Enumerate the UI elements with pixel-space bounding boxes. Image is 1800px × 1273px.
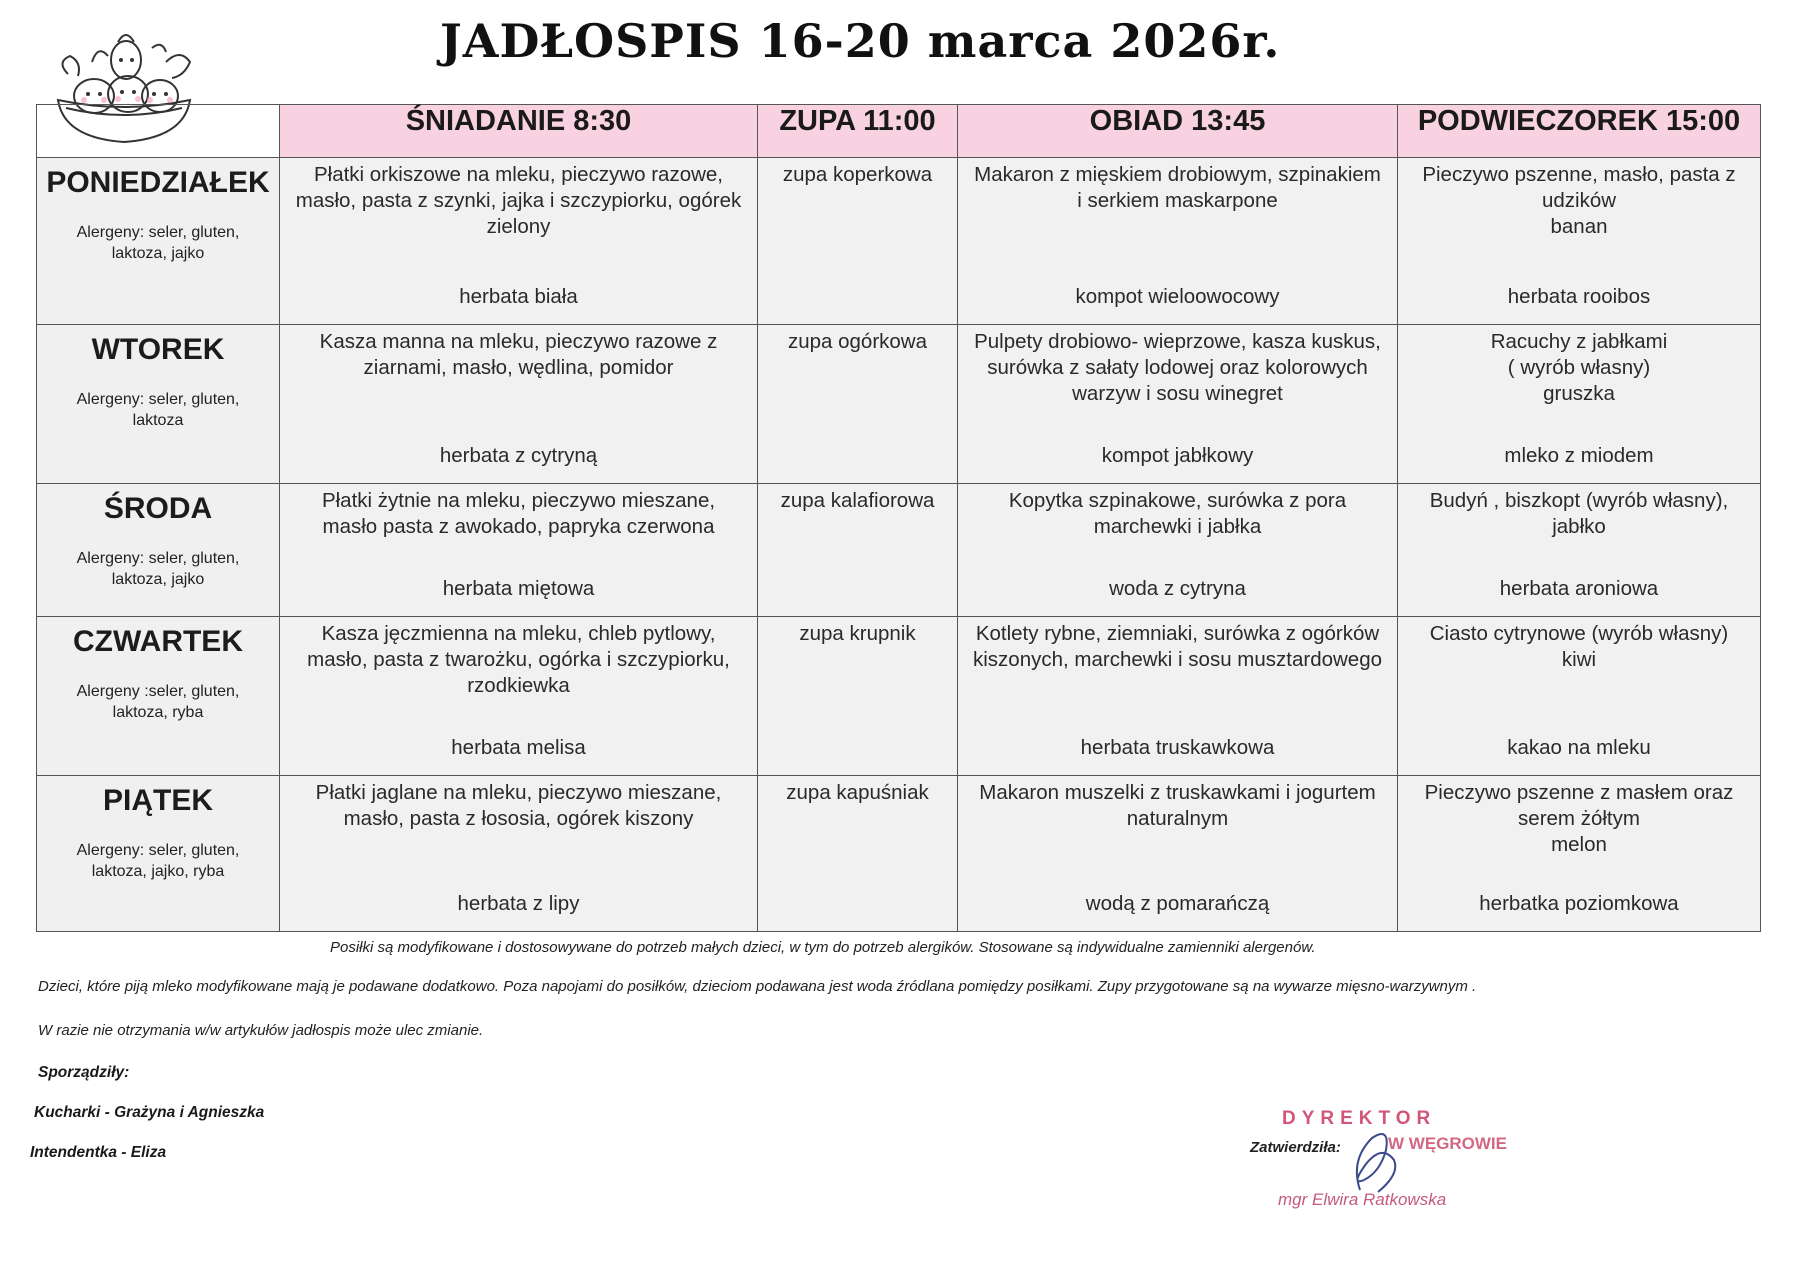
header-corner: [37, 105, 280, 158]
lunch-text: Makaron muszelki z truskawkami i jogurtem naturalnym: [979, 781, 1376, 830]
lunch-cell: [958, 158, 1398, 325]
breakfast-cell: [280, 158, 758, 325]
day-name: CZWARTEK: [73, 625, 243, 658]
day-name: PIĄTEK: [102, 784, 213, 817]
breakfast-drink: herbata z cytryną: [439, 444, 598, 467]
lunch-text: Kopytka szpinakowe, surówka z pora marchewki i jabłka: [1008, 489, 1347, 538]
soup-cell: [758, 617, 958, 776]
note-changes: W razie nie otrzymania w/w artykułów jadłospis może ulec zmianie.: [38, 1022, 484, 1039]
snack-text: Ciasto cytrynowe (wyrób własny) kiwi: [1429, 622, 1729, 671]
soup-cell: [758, 776, 958, 932]
day-row-monday: [37, 158, 1761, 325]
menu-table: [36, 104, 1761, 932]
soup-text: zupa krupnik: [799, 622, 916, 645]
lunch-drink: woda z cytryna: [1109, 577, 1246, 600]
snack-drink: mleko z miodem: [1504, 444, 1654, 467]
day-cell: [37, 776, 280, 932]
steward-text: Intendentka - Eliza: [30, 1144, 167, 1161]
approved-label: Zatwierdziła:: [1250, 1139, 1341, 1156]
snack-cell: [1398, 158, 1761, 325]
day-name: WTOREK: [91, 333, 225, 366]
day-cell: [37, 484, 280, 617]
soup-cell: [758, 484, 958, 617]
snack-drink: herbata aroniowa: [1499, 577, 1659, 600]
snack-text: Racuchy z jabłkami ( wyrób własny) gruszka: [1490, 330, 1668, 405]
breakfast-text: Płatki orkiszowe na mleku, pieczywo razowe, masło, pasta z szynki, jajka i szczypiorku, ogórek zielony: [295, 163, 742, 238]
lunch-text: Pulpety drobiowo- wieprzowe, kasza kuskus, surówka z sałaty lodowej oraz kolorowych warzyw i sosu winegret: [974, 330, 1381, 405]
lunch-cell: [958, 776, 1398, 932]
day-name: ŚRODA: [103, 492, 213, 525]
breakfast-text: Płatki jaglane na mleku, pieczywo mieszane, masło, pasta z łososia, ogórek kiszony: [315, 781, 722, 830]
day-row-thursday: [37, 617, 1761, 776]
day-row-tuesday: [37, 325, 1761, 484]
breakfast-cell: [280, 484, 758, 617]
snack-cell: [1398, 776, 1761, 932]
allergens-text: Alergeny :seler, gluten, laktoza, ryba: [76, 683, 240, 721]
soup-text: zupa kalafiorowa: [780, 489, 935, 512]
snack-drink: kakao na mleku: [1507, 736, 1651, 759]
header-row: [37, 105, 1761, 158]
breakfast-drink: herbata z lipy: [457, 892, 580, 915]
lunch-text: Makaron z mięskiem drobiowym, szpinakiem i serkiem maskarpone: [974, 163, 1381, 212]
signature-icon: [1330, 1120, 1420, 1210]
allergens-text: Alergeny: seler, gluten, laktoza, jajko: [76, 224, 240, 262]
snack-drink: herbata rooibos: [1507, 285, 1651, 308]
lunch-drink: wodą z pomarańczą: [1085, 892, 1270, 915]
lunch-cell: [958, 325, 1398, 484]
lunch-drink: kompot jabłkowy: [1101, 444, 1254, 467]
lunch-cell: [958, 484, 1398, 617]
allergens-text: Alergeny: seler, gluten, laktoza: [76, 391, 240, 429]
day-cell: [37, 325, 280, 484]
header-snack: PODWIECZOREK 15:00: [1398, 105, 1761, 158]
breakfast-cell: [280, 325, 758, 484]
day-cell: [37, 617, 280, 776]
lunch-text: Kotlety rybne, ziemniaki, surówka z ogórków kiszonych, marchewki i sosu musztardowego: [972, 622, 1383, 671]
soup-text: zupa kapuśniak: [786, 781, 929, 804]
breakfast-text: Kasza manna na mleku, pieczywo razowe z ziarnami, masło, wędlina, pomidor: [319, 330, 718, 379]
snack-text: Pieczywo pszenne, masło, pasta z udzików banan: [1422, 163, 1736, 238]
snack-cell: [1398, 484, 1761, 617]
lunch-cell: [958, 617, 1398, 776]
allergens-text: Alergeny: seler, gluten, laktoza, jajko: [76, 550, 240, 588]
day-row-friday: [37, 776, 1761, 932]
day-cell: [37, 158, 280, 325]
prepared-by-label: Sporządziły:: [38, 1064, 130, 1081]
breakfast-drink: herbata biała: [459, 285, 578, 308]
stamp-title: DYREKTOR: [1282, 1108, 1437, 1129]
snack-cell: [1398, 617, 1761, 776]
page-title: JADŁOSPIS 16-20 marca 2026r.: [440, 14, 1281, 68]
day-name: PONIEDZIAŁEK: [46, 166, 270, 199]
note-modification: Posiłki są modyfikowane i dostosowywane do potrzeb małych dzieci, w tym do potrzeb alergików. Stosowane są indywidualne zamienniki alergenów.: [330, 939, 1316, 956]
snack-drink: herbatka poziomkowa: [1479, 892, 1679, 915]
breakfast-text: Kasza jęczmienna na mleku, chleb pytlowy, masło, pasta z twarożku, ogórka i szczypiorku, rzodkiewka: [307, 622, 730, 697]
header-soup: ZUPA 11:00: [758, 105, 958, 158]
soup-text: zupa ogórkowa: [787, 330, 928, 353]
lunch-drink: kompot wieloowocowy: [1075, 285, 1280, 308]
breakfast-text: Płatki żytnie na mleku, pieczywo mieszane, masło pasta z awokado, papryka czerwona: [321, 489, 716, 538]
allergens-text: Alergeny: seler, gluten, laktoza, jajko, ryba: [76, 842, 240, 880]
cooks-text: Kucharki - Grażyna i Agnieszka: [34, 1104, 265, 1121]
snack-text: Pieczywo pszenne z masłem oraz serem żółtym melon: [1424, 781, 1734, 856]
soup-cell: [758, 158, 958, 325]
lunch-drink: herbata truskawkowa: [1080, 736, 1275, 759]
breakfast-drink: herbata miętowa: [442, 577, 595, 600]
breakfast-cell: [280, 776, 758, 932]
soup-cell: [758, 325, 958, 484]
breakfast-drink: herbata melisa: [451, 736, 586, 759]
soup-text: zupa koperkowa: [782, 163, 933, 186]
day-row-wednesday: [37, 484, 1761, 617]
snack-cell: [1398, 325, 1761, 484]
stamp-institution: W WĘGROWIE: [1388, 1134, 1507, 1153]
note-milk: Dzieci, które piją mleko modyfikowane mają je podawane dodatkowo. Poza napojami do posiłków, dzieciom podawana jest woda źródlana pomiędzy posiłkami. Zupy przygotowane są na wywarze mięsno-warzywnym .: [38, 978, 1477, 995]
breakfast-cell: [280, 617, 758, 776]
header-breakfast: ŚNIADANIE 8:30: [280, 105, 758, 158]
snack-text: Budyń , biszkopt (wyrób własny), jabłko: [1429, 489, 1729, 538]
director-name: mgr Elwira Ratkowska: [1278, 1190, 1447, 1209]
header-lunch: OBIAD 13:45: [958, 105, 1398, 158]
